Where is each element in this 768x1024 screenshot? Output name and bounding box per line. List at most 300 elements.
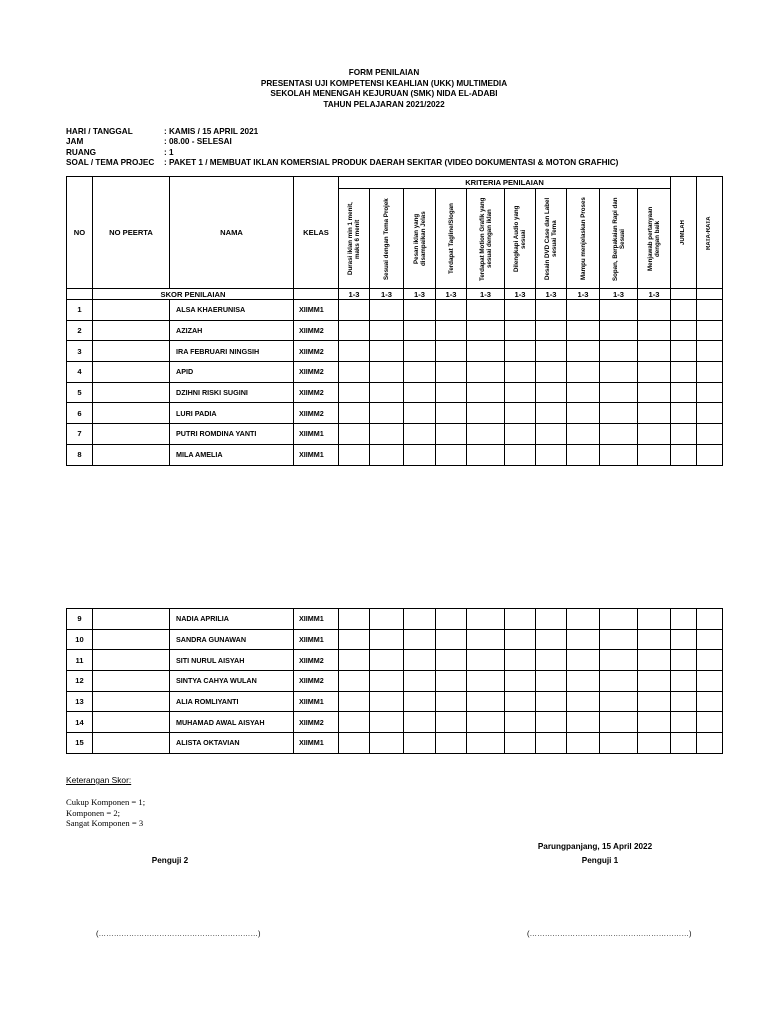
score-cell[interactable]	[536, 650, 567, 671]
score-table-bottom	[66, 608, 723, 754]
score-cell[interactable]	[567, 444, 600, 465]
jumlah-cell[interactable]	[671, 691, 697, 712]
score-cell[interactable]	[567, 609, 600, 630]
row-nama: LURI PADIA	[170, 403, 294, 424]
score-cell[interactable]	[505, 733, 536, 754]
info-key: SOAL / TEMA PROJEC	[66, 158, 155, 168]
table-row	[67, 650, 723, 671]
score-cell[interactable]	[638, 650, 671, 671]
score-cell[interactable]	[467, 671, 505, 692]
jumlah-cell[interactable]	[671, 733, 697, 754]
score-cell[interactable]	[370, 403, 404, 424]
row-no: 13	[67, 691, 93, 712]
rata-rata-cell[interactable]	[697, 300, 723, 321]
row-kelas: XIIMM2	[294, 403, 339, 424]
score-cell[interactable]	[536, 712, 567, 733]
score-cell[interactable]	[600, 712, 638, 733]
info-row-jam	[66, 137, 618, 147]
criteria-header-2	[370, 189, 404, 289]
row-no: 2	[67, 320, 93, 341]
score-cell[interactable]	[536, 300, 567, 321]
rata-rata-cell[interactable]	[697, 650, 723, 671]
score-cell[interactable]	[339, 444, 370, 465]
row-no-peserta[interactable]	[93, 671, 170, 692]
jumlah-cell[interactable]	[671, 650, 697, 671]
jumlah-cell[interactable]	[671, 671, 697, 692]
jumlah-cell[interactable]	[671, 403, 697, 424]
rata-rata-cell[interactable]	[697, 341, 723, 362]
score-cell[interactable]	[505, 609, 536, 630]
score-cell[interactable]	[567, 671, 600, 692]
score-cell[interactable]	[436, 424, 467, 445]
score-cell[interactable]	[536, 341, 567, 362]
score-cell[interactable]	[536, 691, 567, 712]
row-nama: MILA AMELIA	[170, 444, 294, 465]
score-cell[interactable]	[600, 650, 638, 671]
score-cell[interactable]	[536, 444, 567, 465]
jumlah-cell[interactable]	[671, 712, 697, 733]
score-cell[interactable]	[567, 300, 600, 321]
score-cell[interactable]	[370, 733, 404, 754]
row-no: 11	[67, 650, 93, 671]
score-cell[interactable]	[638, 733, 671, 754]
table-row	[67, 712, 723, 733]
row-no-peserta[interactable]	[93, 362, 170, 383]
score-cell[interactable]	[505, 341, 536, 362]
score-cell[interactable]	[370, 444, 404, 465]
score-cell[interactable]	[467, 650, 505, 671]
score-cell[interactable]	[339, 671, 370, 692]
criteria-header-5	[467, 189, 505, 289]
row-no: 4	[67, 362, 93, 383]
jumlah-cell[interactable]	[671, 362, 697, 383]
jumlah-cell[interactable]	[671, 382, 697, 403]
row-no-peserta[interactable]	[93, 320, 170, 341]
score-cell[interactable]	[505, 424, 536, 445]
score-cell[interactable]	[436, 341, 467, 362]
score-cell[interactable]	[600, 300, 638, 321]
score-cell[interactable]	[638, 341, 671, 362]
row-kelas: XIIMM1	[294, 424, 339, 445]
penguji-1-label: Penguji 1	[581, 856, 619, 865]
score-cell[interactable]	[370, 671, 404, 692]
header-kelas: KELAS	[294, 177, 339, 289]
score-cell[interactable]	[467, 341, 505, 362]
criteria-label: Pesan iklan yang disampaikan Jelas	[412, 211, 427, 266]
row-no-peserta[interactable]	[93, 733, 170, 754]
criteria-label: Mampu menjelaskan Proses	[579, 197, 587, 280]
score-cell[interactable]	[339, 300, 370, 321]
rata-rata-label: RATA-RATA	[706, 215, 712, 250]
table-row	[67, 403, 723, 424]
score-cell[interactable]	[404, 609, 436, 630]
score-cell[interactable]	[339, 609, 370, 630]
header-no-peserta: NO PEERTA	[93, 177, 170, 289]
row-no: 9	[67, 609, 93, 630]
signature-line-right: (………………………………………………………)	[527, 929, 692, 938]
info-row-soal	[66, 158, 618, 168]
criteria-header-10	[638, 189, 671, 289]
score-cell[interactable]	[370, 341, 404, 362]
score-cell[interactable]	[404, 650, 436, 671]
score-cell[interactable]	[339, 733, 370, 754]
row-kelas: XIIMM1	[294, 300, 339, 321]
score-cell[interactable]	[536, 362, 567, 383]
row-no: 10	[67, 629, 93, 650]
row-kelas: XIIMM2	[294, 671, 339, 692]
rata-rata-cell[interactable]	[697, 671, 723, 692]
score-cell[interactable]	[536, 382, 567, 403]
score-cell[interactable]	[436, 320, 467, 341]
row-no-peserta[interactable]	[93, 382, 170, 403]
header-nama: NAMA	[170, 177, 294, 289]
score-cell[interactable]	[436, 362, 467, 383]
skor-penilaian-label: SKOR PENILAIAN	[93, 289, 294, 300]
score-cell[interactable]	[600, 403, 638, 424]
row-no: 14	[67, 712, 93, 733]
skor-empty-cell	[67, 289, 93, 300]
info-key: JAM	[66, 137, 84, 147]
score-cell[interactable]	[638, 362, 671, 383]
score-cell[interactable]	[600, 629, 638, 650]
score-cell[interactable]	[339, 341, 370, 362]
table-row	[67, 362, 723, 383]
score-cell[interactable]	[638, 712, 671, 733]
score-cell[interactable]	[638, 691, 671, 712]
rata-rata-cell[interactable]	[697, 403, 723, 424]
title-line-3: SEKOLAH MENENGAH KEJURUAN (SMK) NIDA EL-ADABI	[270, 89, 498, 98]
skor-range-cell: 1-3	[638, 289, 671, 300]
title-line-4: TAHUN PELAJARAN 2021/2022	[323, 99, 445, 109]
score-cell[interactable]	[567, 424, 600, 445]
score-cell[interactable]	[436, 733, 467, 754]
criteria-label: Sesuai dengan Tema Projek	[383, 197, 390, 280]
table-row	[67, 320, 723, 341]
info-value: : 08.00 - SELESAI	[164, 137, 232, 147]
row-kelas: XIIMM1	[294, 609, 339, 630]
skor-empty-cell	[697, 289, 723, 300]
score-cell[interactable]	[339, 403, 370, 424]
criteria-label: Terdapat Tagline/Slogan	[447, 203, 455, 274]
score-cell[interactable]	[467, 382, 505, 403]
score-cell[interactable]	[370, 382, 404, 403]
skor-empty-cell	[671, 289, 697, 300]
row-no-peserta[interactable]	[93, 341, 170, 362]
row-kelas: XIIMM1	[294, 691, 339, 712]
jumlah-cell[interactable]	[671, 341, 697, 362]
note-line-1: Cukup Komponen = 1;	[66, 797, 146, 807]
rata-rata-cell[interactable]	[697, 733, 723, 754]
score-cell[interactable]	[567, 650, 600, 671]
jumlah-cell[interactable]	[671, 320, 697, 341]
score-cell[interactable]	[600, 382, 638, 403]
score-cell[interactable]	[436, 382, 467, 403]
table-row	[67, 733, 723, 754]
score-cell[interactable]	[536, 609, 567, 630]
score-cell[interactable]	[370, 320, 404, 341]
score-cell[interactable]	[567, 403, 600, 424]
rata-rata-cell[interactable]	[697, 609, 723, 630]
table-row	[67, 382, 723, 403]
score-cell[interactable]	[404, 362, 436, 383]
score-cell[interactable]	[339, 320, 370, 341]
score-cell[interactable]	[567, 362, 600, 383]
table-row	[67, 609, 723, 630]
penguji-2-label: Penguji 2	[151, 856, 189, 865]
info-block	[66, 127, 618, 169]
score-cell[interactable]	[436, 671, 467, 692]
score-cell[interactable]	[404, 382, 436, 403]
score-cell[interactable]	[436, 629, 467, 650]
score-cell[interactable]	[567, 691, 600, 712]
row-kelas: XIIMM2	[294, 382, 339, 403]
info-key: RUANG	[66, 147, 97, 157]
score-cell[interactable]	[404, 444, 436, 465]
row-nama: SITI NURUL AISYAH	[170, 650, 294, 671]
row-kelas: XIIMM1	[294, 444, 339, 465]
score-cell[interactable]	[600, 424, 638, 445]
row-kelas: XIIMM2	[294, 341, 339, 362]
row-no-peserta[interactable]	[93, 444, 170, 465]
row-no-peserta[interactable]	[93, 403, 170, 424]
header-jumlah	[671, 177, 697, 289]
score-cell[interactable]	[370, 300, 404, 321]
score-cell[interactable]	[567, 733, 600, 754]
row-no-peserta[interactable]	[93, 424, 170, 445]
score-cell[interactable]	[436, 609, 467, 630]
table-row	[67, 300, 723, 321]
skor-range-cell: 1-3	[404, 289, 436, 300]
skor-range-cell: 1-3	[567, 289, 600, 300]
score-cell[interactable]	[600, 444, 638, 465]
note-line-3: Sangat Komponen = 3	[66, 818, 144, 828]
rata-rata-cell[interactable]	[697, 362, 723, 383]
skor-empty-cell	[294, 289, 339, 300]
score-cell[interactable]	[600, 609, 638, 630]
score-cell[interactable]	[467, 691, 505, 712]
table-row	[67, 691, 723, 712]
header-kriteria: KRITERIA PENILAIAN	[339, 177, 671, 189]
jumlah-cell[interactable]	[671, 300, 697, 321]
jumlah-cell[interactable]	[671, 444, 697, 465]
note-line-2: Komponen = 2;	[66, 807, 121, 818]
row-no-peserta[interactable]	[93, 629, 170, 650]
score-cell[interactable]	[436, 403, 467, 424]
score-cell[interactable]	[370, 609, 404, 630]
score-cell[interactable]	[536, 320, 567, 341]
rata-rata-cell[interactable]	[697, 629, 723, 650]
row-nama: NADIA APRILIA	[170, 609, 294, 630]
score-cell[interactable]	[536, 671, 567, 692]
score-cell[interactable]	[467, 424, 505, 445]
score-cell[interactable]	[536, 424, 567, 445]
score-cell[interactable]	[467, 444, 505, 465]
jumlah-label: JUMLAH	[680, 220, 686, 245]
score-cell[interactable]	[339, 629, 370, 650]
table-row	[67, 671, 723, 692]
jumlah-cell[interactable]	[671, 629, 697, 650]
skor-range-cell: 1-3	[536, 289, 567, 300]
score-cell[interactable]	[404, 320, 436, 341]
score-cell[interactable]	[567, 320, 600, 341]
row-kelas: XIIMM2	[294, 650, 339, 671]
score-cell[interactable]	[600, 691, 638, 712]
score-cell[interactable]	[638, 424, 671, 445]
score-cell[interactable]	[567, 629, 600, 650]
score-cell[interactable]	[536, 733, 567, 754]
score-cell[interactable]	[339, 650, 370, 671]
header-no: NO	[67, 177, 93, 289]
score-cell[interactable]	[370, 362, 404, 383]
rata-rata-cell[interactable]	[697, 424, 723, 445]
score-cell[interactable]	[567, 341, 600, 362]
rata-rata-cell[interactable]	[697, 691, 723, 712]
score-cell[interactable]	[536, 403, 567, 424]
score-cell[interactable]	[339, 691, 370, 712]
score-cell[interactable]	[600, 671, 638, 692]
score-cell[interactable]	[370, 629, 404, 650]
row-no-peserta[interactable]	[93, 609, 170, 630]
score-cell[interactable]	[638, 444, 671, 465]
score-cell[interactable]	[505, 712, 536, 733]
score-cell[interactable]	[467, 629, 505, 650]
score-cell[interactable]	[505, 629, 536, 650]
criteria-header-1	[339, 189, 370, 289]
row-nama: APID	[170, 362, 294, 383]
score-cell[interactable]	[600, 362, 638, 383]
score-cell[interactable]	[600, 320, 638, 341]
criteria-label: Menjawab pertanyaan dengan baik	[647, 206, 661, 271]
skor-range-cell: 1-3	[339, 289, 370, 300]
row-no-peserta[interactable]	[93, 691, 170, 712]
criteria-header-6	[505, 189, 536, 289]
score-cell[interactable]	[638, 629, 671, 650]
row-no-peserta[interactable]	[93, 712, 170, 733]
row-no: 12	[67, 671, 93, 692]
score-cell[interactable]	[436, 712, 467, 733]
score-cell[interactable]	[370, 691, 404, 712]
score-cell[interactable]	[567, 382, 600, 403]
score-cell[interactable]	[404, 691, 436, 712]
notes-title: Keterangan Skor:	[66, 775, 132, 785]
score-cell[interactable]	[638, 382, 671, 403]
row-kelas: XIIMM1	[294, 629, 339, 650]
rata-rata-cell[interactable]	[697, 444, 723, 465]
score-cell[interactable]	[505, 671, 536, 692]
row-nama: ALIA ROMLIYANTI	[170, 691, 294, 712]
score-cell[interactable]	[404, 671, 436, 692]
score-cell[interactable]	[339, 362, 370, 383]
score-cell[interactable]	[600, 341, 638, 362]
score-cell[interactable]	[505, 300, 536, 321]
jumlah-cell[interactable]	[671, 609, 697, 630]
score-cell[interactable]	[370, 712, 404, 733]
header-rata-rata	[697, 177, 723, 289]
table-row	[67, 444, 723, 465]
criteria-header-9	[600, 189, 638, 289]
score-cell[interactable]	[436, 691, 467, 712]
score-cell[interactable]	[638, 300, 671, 321]
criteria-label: Desain DVD Case dan Label sesuai Tema	[544, 197, 558, 280]
score-cell[interactable]	[505, 650, 536, 671]
score-cell[interactable]	[467, 362, 505, 383]
score-cell[interactable]	[404, 300, 436, 321]
table-row	[67, 424, 723, 445]
score-cell[interactable]	[404, 733, 436, 754]
score-cell[interactable]	[505, 691, 536, 712]
score-cell[interactable]	[467, 609, 505, 630]
score-cell[interactable]	[600, 733, 638, 754]
score-cell[interactable]	[404, 424, 436, 445]
score-cell[interactable]	[638, 671, 671, 692]
score-cell[interactable]	[404, 629, 436, 650]
criteria-header-3	[404, 189, 436, 289]
criteria-header-8	[567, 189, 600, 289]
row-no: 8	[67, 444, 93, 465]
score-cell[interactable]	[370, 650, 404, 671]
signature-line-left: (………………………………………………………)	[96, 929, 261, 938]
skor-range-cell: 1-3	[600, 289, 638, 300]
row-no: 15	[67, 733, 93, 754]
criteria-header-7	[536, 189, 567, 289]
score-cell[interactable]	[370, 424, 404, 445]
place-date: Parungpanjang, 15 April 2022	[537, 842, 653, 851]
score-cell[interactable]	[404, 341, 436, 362]
score-cell[interactable]	[567, 712, 600, 733]
rata-rata-cell[interactable]	[697, 320, 723, 341]
rata-rata-cell[interactable]	[697, 712, 723, 733]
info-row-hari	[66, 127, 618, 137]
score-cell[interactable]	[638, 403, 671, 424]
score-cell[interactable]	[467, 712, 505, 733]
info-key: HARI / TANGGAL	[66, 127, 133, 136]
form-title	[0, 68, 768, 110]
score-cell[interactable]	[536, 629, 567, 650]
score-cell[interactable]	[505, 403, 536, 424]
title-line-2: PRESENTASI UJI KOMPETENSI KEAHLIAN (UKK) MULTIMEDIA	[260, 78, 508, 88]
score-cell[interactable]	[505, 444, 536, 465]
score-cell[interactable]	[638, 609, 671, 630]
score-cell[interactable]	[339, 382, 370, 403]
info-value: : PAKET 1 / MEMBUAT IKLAN KOMERSIAL PRODUK DAERAH SEKITAR (VIDEO DOKUMENTASI & MOTON GRAFHIC)	[164, 158, 619, 168]
row-no: 3	[67, 341, 93, 362]
score-cell[interactable]	[467, 403, 505, 424]
score-cell[interactable]	[638, 320, 671, 341]
score-cell[interactable]	[505, 362, 536, 383]
row-nama: PUTRI ROMDINA YANTI	[170, 424, 294, 445]
score-cell[interactable]	[505, 382, 536, 403]
row-no-peserta[interactable]	[93, 650, 170, 671]
score-cell[interactable]	[467, 300, 505, 321]
score-cell[interactable]	[505, 320, 536, 341]
row-kelas: XIIMM1	[294, 733, 339, 754]
score-cell[interactable]	[436, 300, 467, 321]
criteria-label: Sopan, Berpakaian Rapi dan Sesuai	[611, 196, 626, 281]
jumlah-cell[interactable]	[671, 424, 697, 445]
score-cell[interactable]	[404, 403, 436, 424]
score-cell[interactable]	[339, 424, 370, 445]
rata-rata-cell[interactable]	[697, 382, 723, 403]
skor-range-cell: 1-3	[370, 289, 404, 300]
score-cell[interactable]	[467, 320, 505, 341]
score-cell[interactable]	[436, 650, 467, 671]
score-cell[interactable]	[339, 712, 370, 733]
score-cell[interactable]	[404, 712, 436, 733]
score-cell[interactable]	[436, 444, 467, 465]
table-row	[67, 629, 723, 650]
row-no-peserta[interactable]	[93, 300, 170, 321]
score-cell[interactable]	[467, 733, 505, 754]
